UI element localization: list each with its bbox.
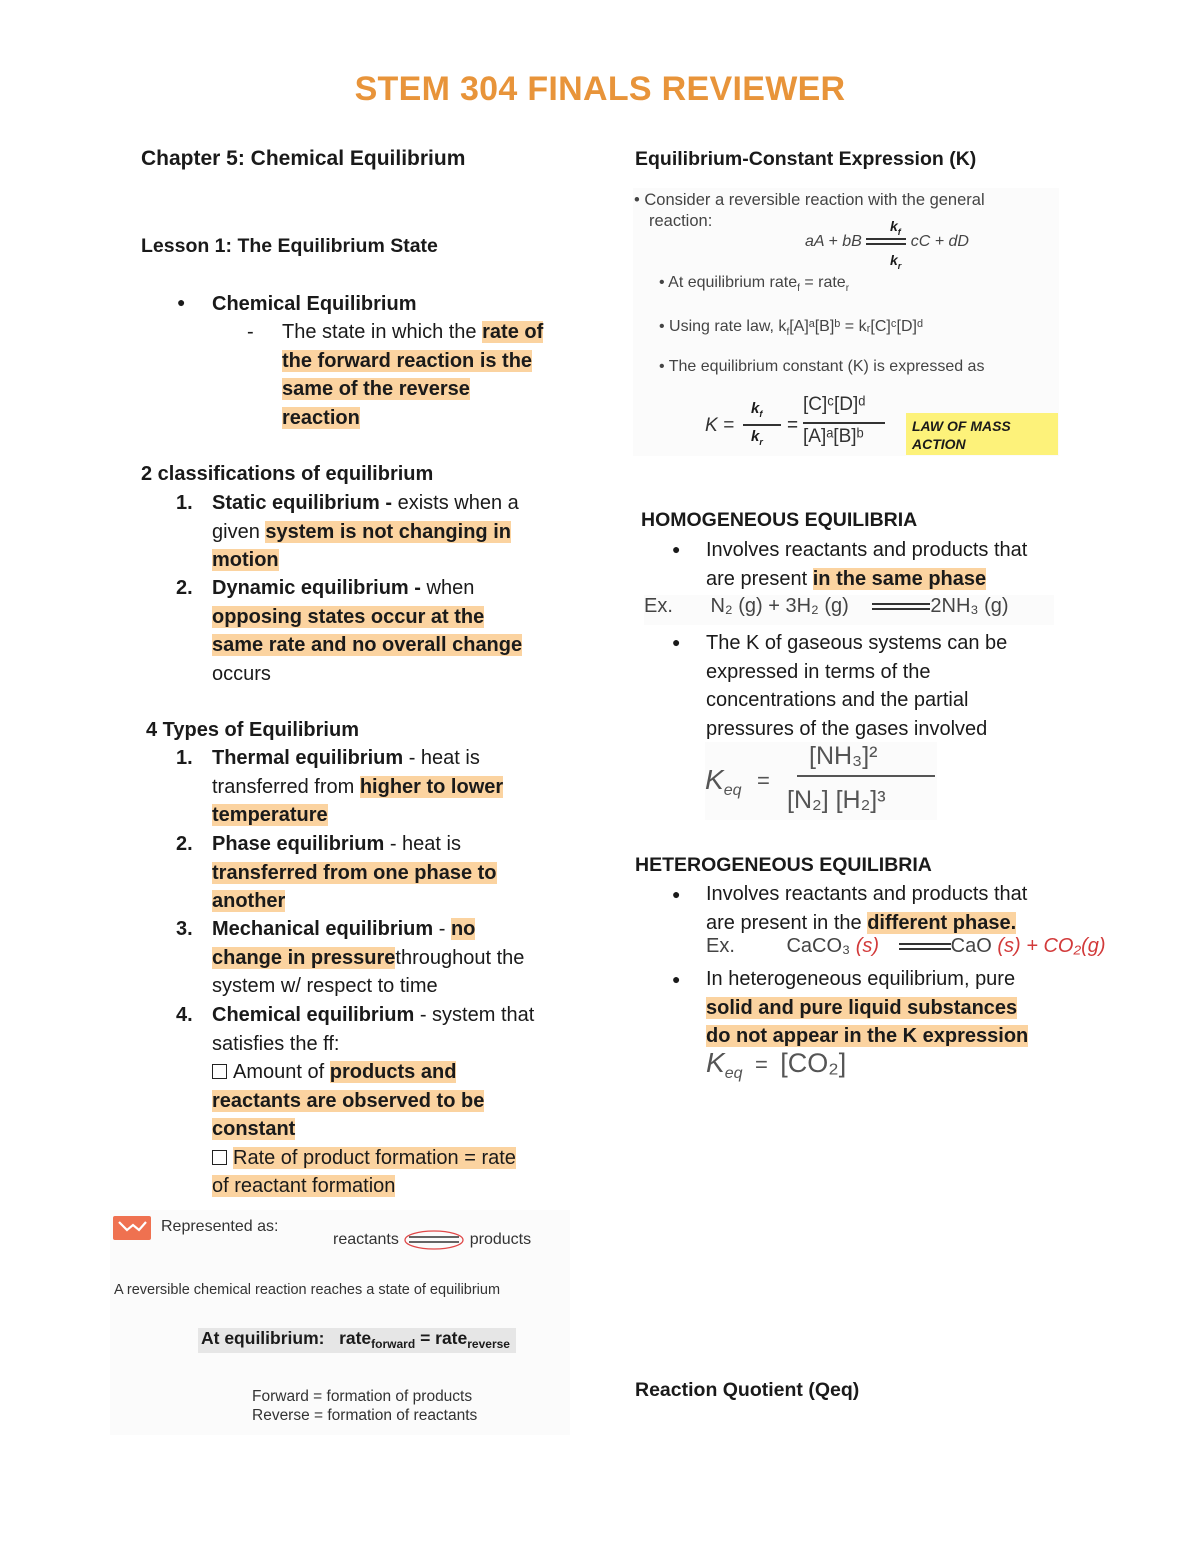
lesson-heading: Lesson 1: The Equilibrium State	[141, 235, 438, 257]
kf-label: $k_f$	[890, 218, 901, 237]
page-title: STEM 304 FINALS REVIEWER	[354, 70, 846, 108]
t4-number: 4.	[176, 1004, 193, 1026]
t3-number: 3.	[176, 918, 193, 940]
reaction-quotient-heading: Reaction Quotient (Qeq)	[635, 1379, 860, 1401]
t4-term: Chemical equilibrium	[212, 1004, 415, 1026]
bullet-dot: ●	[672, 971, 681, 987]
hetero-highlight: different phase.	[867, 911, 1017, 934]
gen-left: aA + bB	[805, 233, 862, 250]
rate-word: rate	[339, 1328, 372, 1348]
cls1-number: 1.	[176, 492, 193, 514]
t3-desc2: throughout the	[395, 946, 525, 969]
reverse-sub: reverse	[467, 1337, 510, 1351]
equals-sign: =	[787, 415, 799, 436]
t2-highlight-1: transferred from one phase to	[212, 861, 497, 884]
hetero-bullet-1: Involves reactants and products that are present in the different phase.	[706, 883, 1028, 934]
t4-desc2: satisfies the ff:	[212, 1032, 340, 1055]
checkbox-icon	[212, 1150, 227, 1165]
cls1-text	[212, 489, 572, 575]
homogeneous-heading: HOMOGENEOUS EQUILIBRIA	[641, 509, 918, 531]
eq-arrow-icon	[899, 943, 951, 951]
ex-label: Ex.	[706, 935, 735, 957]
reversible-text: A reversible chemical reaction reaches a state of equilibrium	[114, 1282, 501, 1298]
t4-c1-text: Amount of	[233, 1061, 325, 1083]
homo-keq-formula	[705, 742, 937, 820]
consider-line-2: reaction:	[649, 212, 713, 230]
homo-ex-left: N₂ (g) + 3H₂ (g)	[710, 595, 849, 617]
t4-c1-highlight-2: reactants are observed to be	[212, 1089, 485, 1112]
kr-label: $k_r$	[890, 252, 902, 271]
cls2-desc2: occurs	[212, 662, 271, 685]
t1-highlight-1: higher to lower	[359, 775, 504, 798]
t4-desc: - system that	[419, 1004, 535, 1026]
cls1-term: Static equilibrium -	[212, 492, 393, 514]
t2-text	[212, 830, 572, 916]
k-den-conc: [A]ᵃ[B]ᵇ	[803, 426, 864, 447]
at-eq-rate-line: • At equilibrium rate$_f$ = rate$_r$	[659, 274, 850, 294]
products-label: products	[469, 1231, 532, 1249]
gen-right: cC + dD	[910, 233, 969, 250]
ce-definition	[282, 318, 582, 432]
keq-numerator: [NH₃]²	[809, 742, 878, 770]
hetero-ex-left: CaCO₃	[786, 935, 851, 957]
representation-image	[110, 1210, 570, 1435]
heterogeneous-heading: HETEROGENEOUS EQUILIBRIA	[635, 854, 932, 876]
ce-highlight-4: reaction	[282, 406, 360, 429]
hetero-highlight-2: solid and pure liquid substances	[706, 996, 1018, 1019]
cls2-number: 2.	[176, 577, 193, 599]
keq-denominator: [N₂] [H₂]³	[787, 786, 886, 814]
equilibrium-arrows-icon	[403, 1230, 465, 1250]
envelope-icon	[113, 1216, 151, 1240]
hetero-highlight-3: do not appear in the K expression	[706, 1025, 1029, 1047]
cls1-highlight-2: motion	[212, 549, 279, 571]
cls2-highlight-2: same rate and no overall change	[212, 634, 523, 656]
checkbox-icon	[212, 1064, 227, 1079]
reverse-definition: Reverse = formation of reactants	[252, 1407, 478, 1424]
ce-text: The state in which the	[282, 321, 477, 343]
equals-sign: =	[754, 1052, 768, 1077]
eq-arrow-icon	[866, 238, 906, 246]
represented-label: Represented as:	[161, 1218, 279, 1235]
rate-law-line: • Using rate law, $k_f[A]ᵃ[B]ᵇ$ = kᵣ[C]ᶜ[D]ᵈ	[659, 318, 923, 338]
rep-equation	[333, 1230, 531, 1250]
t3-highlight-2: change in pressure	[212, 946, 396, 969]
ce-dash: -	[247, 321, 254, 343]
consider-line-1: • Consider a reversible reaction with the general	[634, 191, 985, 209]
cls1-desc2: given	[212, 520, 260, 543]
fraction-line	[803, 422, 885, 424]
t1-desc2: transferred from	[212, 775, 355, 798]
eqconst-heading: Equilibrium-Constant Expression (K)	[635, 148, 977, 170]
t2-highlight-2: another	[212, 890, 286, 912]
ex-label: Ex.	[644, 595, 673, 617]
k-num-conc: [C]ᶜ[D]ᵈ	[803, 394, 866, 415]
fraction-line	[743, 424, 781, 426]
bullet-dot: ●	[672, 634, 681, 650]
cls1-desc: exists when a	[397, 492, 519, 514]
t4-text	[212, 1001, 572, 1201]
t4-c2-highlight-2: of reactant formation	[212, 1175, 396, 1197]
forward-sub: forward	[371, 1337, 416, 1351]
ce-highlight-2: the forward reaction is the	[282, 349, 533, 372]
keq-label: $K_{eq}$	[706, 1047, 743, 1082]
eq-arrow-icon	[872, 603, 930, 611]
hetero-ex-left-phase: (s)	[855, 935, 880, 957]
hetero-ex-mid: CaO	[950, 935, 992, 957]
t2-number: 2.	[176, 833, 193, 855]
cls2-text	[212, 574, 592, 688]
t1-text	[212, 744, 572, 830]
hetero-ex-mid-phase: (s) +	[997, 935, 1038, 957]
ce-heading: Chemical Equilibrium	[212, 293, 417, 315]
t3-term: Mechanical equilibrium	[212, 918, 434, 940]
forward-definition: Forward = formation of products	[252, 1388, 473, 1405]
bullet-dot: ●	[672, 886, 681, 902]
k-expressed-line: • The equilibrium constant (K) is expressed as	[659, 358, 985, 375]
hetero-keq-formula	[706, 1047, 876, 1091]
cls2-highlight-1: opposing states occur at the	[212, 605, 485, 628]
t1-desc: - heat is	[408, 747, 480, 769]
k-frac-num: $k_f$	[751, 400, 763, 419]
hetero-bullet-2: In heterogeneous equilibrium, pure solid and pure liquid substances do not appear in the K expression	[706, 968, 1029, 1047]
t4-c2-highlight-1: Rate of product formation = rate	[233, 1146, 516, 1169]
homo-highlight: in the same phase	[812, 567, 987, 590]
t3-highlight-1: no	[450, 918, 476, 940]
classifications-heading: 2 classifications of equilibrium	[141, 463, 434, 485]
ce-highlight-3: same of the reverse	[282, 378, 470, 400]
cls2-desc: when	[426, 577, 475, 599]
homo-example	[644, 595, 1054, 625]
k-label: K =	[705, 415, 735, 436]
bullet-dot: ●	[672, 541, 681, 557]
t1-number: 1.	[176, 747, 193, 769]
t1-highlight-2: temperature	[212, 804, 328, 826]
t2-desc: - heat is	[389, 833, 461, 855]
keq-co2: [CO₂]	[780, 1048, 847, 1078]
hetero-example	[706, 935, 1136, 958]
t3-text	[212, 915, 572, 1001]
homo-bullet-1: Involves reactants and products that are present in the same phase	[706, 539, 1028, 590]
hetero-ex-right: CO₂(g)	[1043, 935, 1106, 957]
ce-highlight-1: rate of	[482, 321, 544, 343]
chapter-heading: Chapter 5: Chemical Equilibrium	[141, 147, 466, 170]
cls2-term: Dynamic equilibrium -	[212, 577, 421, 599]
homo-bullet-2: The K of gaseous systems can be expressed in terms of the concentrations and the partial pressures of the gases involved	[706, 632, 1008, 740]
at-equilibrium-formula	[198, 1328, 516, 1353]
t4-c1-highlight-1: products and	[329, 1061, 457, 1083]
eqconst-image	[633, 188, 1059, 456]
keq-label: $K_{eq}$	[705, 764, 742, 799]
t3-desc3: system w/ respect to time	[212, 975, 438, 997]
t2-term: Phase equilibrium	[212, 833, 385, 855]
fraction-line	[797, 775, 935, 777]
law-of-mass-action-badge: LAW OF MASS ACTION	[906, 413, 1058, 455]
at-eq-label: At equilibrium:	[201, 1328, 325, 1348]
k-frac-den: $k_r$	[751, 428, 763, 447]
bullet-dot: ●	[177, 294, 186, 310]
general-reaction	[805, 233, 969, 251]
types-heading: 4 Types of Equilibrium	[146, 719, 359, 741]
t3-desc: -	[438, 918, 446, 940]
homo-ex-right: 2NH₃ (g)	[930, 595, 1009, 617]
eq-rate: = rate	[420, 1328, 468, 1348]
reactants-label: reactants	[333, 1231, 399, 1249]
cls1-highlight-1: system is not changing in	[265, 520, 511, 543]
t1-term: Thermal equilibrium	[212, 747, 404, 769]
equals-sign: =	[757, 768, 770, 793]
t4-c1-highlight-3: constant	[212, 1118, 296, 1140]
